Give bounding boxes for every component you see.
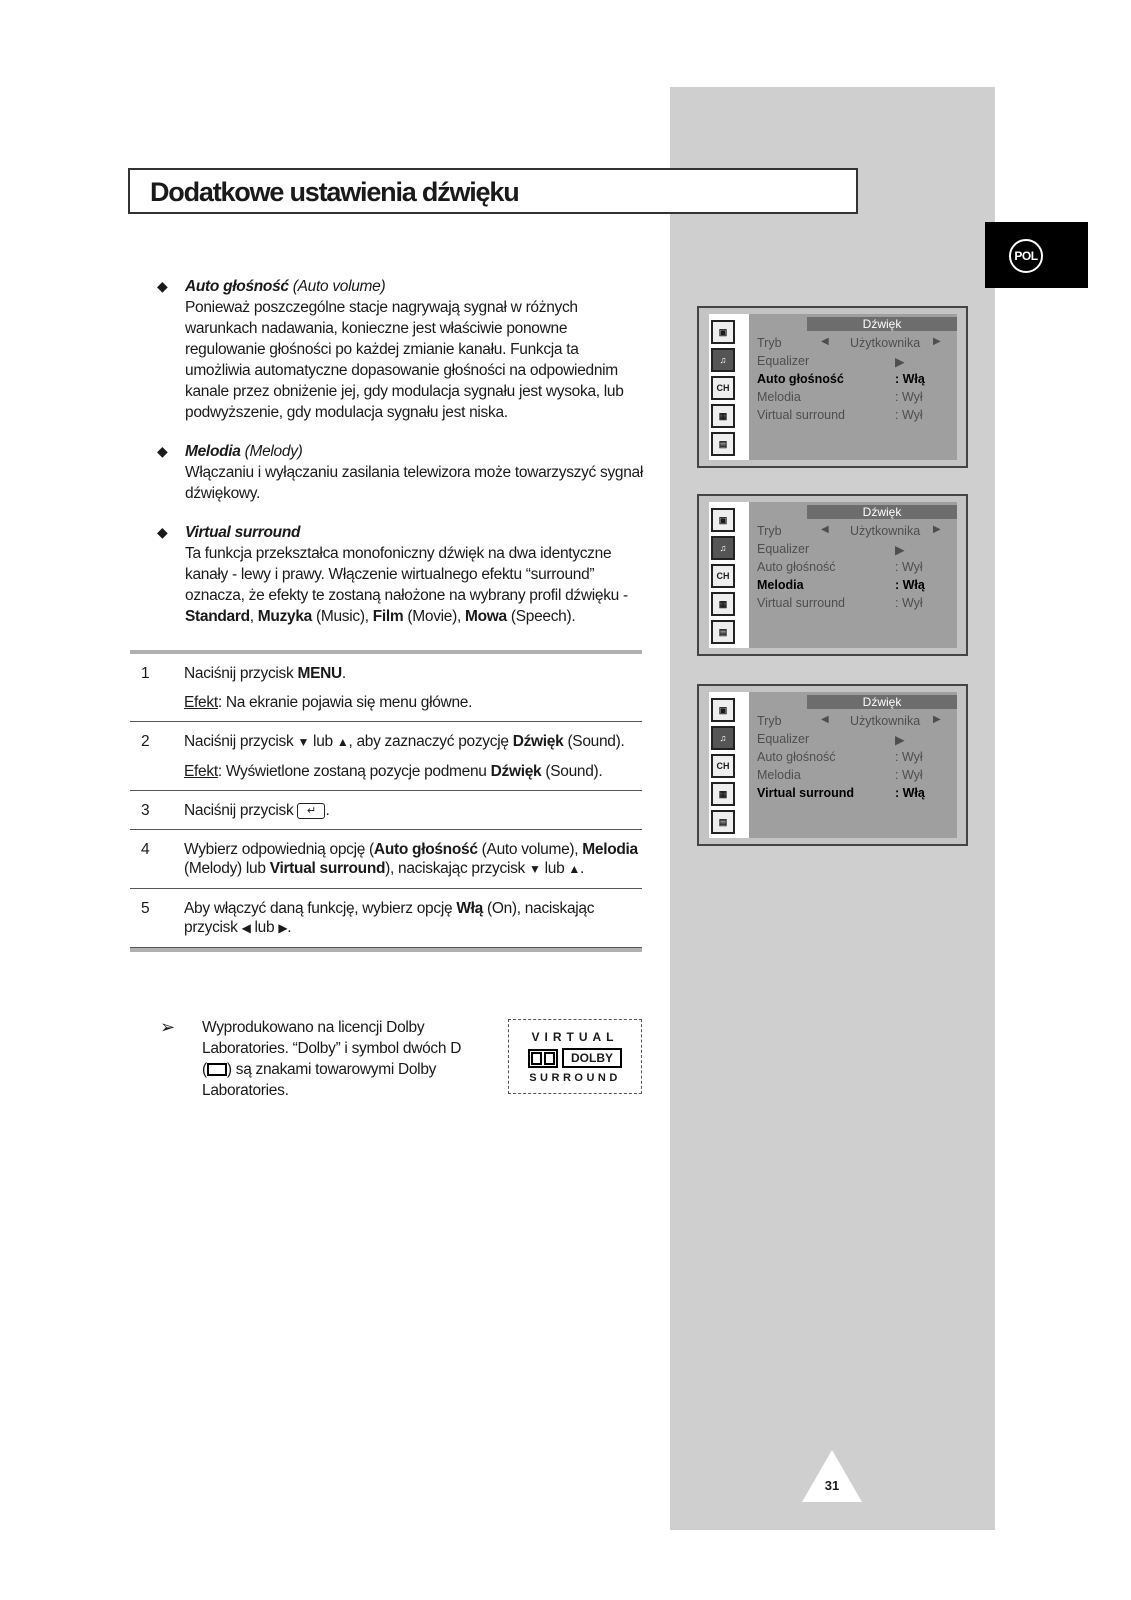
title-box — [128, 168, 858, 214]
osd-icon-column — [711, 320, 741, 460]
step-number: 2 — [141, 733, 150, 750]
osd-menu-panel: Dźwięk Tryb ◀ Użytkownika ▶ Equalizer ▶ Auto głośność : Włą Melodia : Wył Virtual surround : Wył — [749, 314, 957, 460]
step-number: 3 — [141, 802, 150, 819]
language-tab — [985, 222, 1088, 288]
channel-icon: CH — [711, 564, 735, 588]
left-arrow-icon: ◀ — [821, 336, 829, 347]
feature-name: Auto głośność — [185, 278, 289, 295]
left-arrow-icon: ◀ — [821, 714, 829, 725]
up-arrow-icon: ▲ — [568, 862, 580, 876]
feature-item-auto-volume — [157, 276, 647, 423]
step-3: 3 Naciśnij przycisk ↵ . — [130, 791, 642, 830]
feature-alt: (Melody) — [244, 443, 303, 460]
left-arrow-icon: ◀ — [241, 921, 251, 935]
sound-icon: ♫ — [711, 348, 735, 372]
diamond-bullet-icon: ◆ — [157, 524, 168, 540]
channel-icon: CH — [711, 376, 735, 400]
right-arrow-icon: ▶ — [933, 714, 941, 725]
feature-text: Ta funkcja przekształca monofoniczny dźwięk na dwa identyczne kanały - lewy i prawy. Włączenie wirtualnego efektu “surround” oznacza, że efekty te zostaną nałożone na wybrany profil dźwięku - Standard, Muzyka (Music), Film (Movie), Mowa (Speech). — [185, 545, 628, 625]
note-arrow-icon: ➢ — [160, 1017, 175, 1037]
page-number-triangle — [802, 1450, 862, 1502]
right-arrow-icon: ▶ — [933, 524, 941, 535]
language-tab-label: POL — [1009, 239, 1043, 273]
feature-item-virtual-surround — [157, 522, 647, 627]
feature-text: Włączaniu i wyłączaniu zasilania telewizora może towarzyszyć sygnał dźwiękowy. — [185, 464, 644, 502]
feature-item-melody — [157, 441, 647, 504]
feature-name: Melodia — [185, 443, 241, 460]
osd-menu-panel: Dźwięk Tryb ◀ Użytkownika ▶ Equalizer ▶ Auto głośność : Wył Melodia : Włą Virtual surround : Wył — [749, 502, 957, 648]
sound-icon: ♫ — [711, 726, 735, 750]
step-4: 4 Wybierz odpowiednią opcję (Auto głośność (Auto volume), Melodia (Melody) lub Virtual surround), naciskając przycisk ▼ lub ▲. — [130, 830, 642, 889]
page-title: Dodatkowe ustawienia dźwięku — [150, 177, 519, 207]
up-arrow-icon: ▲ — [336, 735, 349, 749]
input-icon: ▤ — [711, 810, 735, 834]
channel-icon: CH — [711, 754, 735, 778]
left-arrow-icon: ◀ — [821, 524, 829, 535]
osd-menu-header: Dźwięk — [807, 505, 957, 519]
osd-menu-header: Dźwięk — [807, 695, 957, 709]
step-number: 1 — [141, 665, 150, 682]
right-arrow-icon: ▶ — [278, 921, 288, 935]
steps-list — [130, 650, 642, 952]
enter-key-icon: ↵ — [297, 803, 325, 819]
osd-menu-screen — [697, 684, 968, 846]
divider — [130, 948, 642, 952]
page-number: 31 — [824, 1478, 840, 1493]
osd-icon-column — [711, 508, 741, 648]
tv-picture-icon: ▣ — [711, 698, 735, 722]
diamond-bullet-icon: ◆ — [157, 278, 168, 294]
step-number: 4 — [141, 841, 150, 858]
setup-icon: ▦ — [711, 404, 735, 428]
input-icon: ▤ — [711, 432, 735, 456]
osd-icon-column — [711, 698, 741, 838]
step-5: 5 Aby włączyć daną funkcję, wybierz opcję Włą (On), naciskając przycisk ◀ lub ▶. — [130, 889, 642, 948]
step-effect: Efekt: Na ekranie pojawia się menu główne. — [184, 694, 473, 711]
feature-alt: (Auto volume) — [292, 278, 386, 295]
step-effect: Efekt: Wyświetlone zostaną pozycje podmenu Dźwięk (Sound). — [184, 763, 603, 780]
diamond-bullet-icon: ◆ — [157, 443, 168, 459]
tv-picture-icon: ▣ — [711, 508, 735, 532]
right-arrow-icon: ▶ — [933, 336, 941, 347]
setup-icon: ▦ — [711, 592, 735, 616]
osd-menu-screen — [697, 306, 968, 468]
feature-descriptions — [157, 276, 647, 641]
tv-picture-icon: ▣ — [711, 320, 735, 344]
setup-icon: ▦ — [711, 782, 735, 806]
osd-menu-panel: Dźwięk Tryb ◀ Użytkownika ▶ Equalizer ▶ Auto głośność : Wył Melodia : Wył Virtual surround : Włą — [749, 692, 957, 838]
feature-name: Virtual surround — [185, 524, 301, 541]
feature-text: Ponieważ poszczególne stacje nagrywają sygnał w różnych warunkach nadawania, konieczne jest właściwie ponowne regulowanie głośności po każdej zmianie kanału. Funkcja ta umożliwia automatyczne dopasowanie głośności na odpowiednim kanale przez obniżenie jej, gdy modulacja sygnału jest wysoka, lub podwyższenie, gdy modulacja sygnału jest niska. — [185, 299, 624, 421]
step-2: 2 Naciśnij przycisk ▼ lub ▲, aby zaznaczyć pozycję Dźwięk (Sound). Efekt: Wyświetlone zostaną pozycje podmenu Dźwięk (Sound). — [130, 722, 642, 791]
osd-menu-header: Dźwięk — [807, 317, 957, 331]
down-arrow-icon: ▼ — [529, 862, 541, 876]
osd-menu-screen — [697, 494, 968, 656]
step-1: 1 Naciśnij przycisk MENU. Efekt: Na ekranie pojawia się menu główne. — [130, 654, 642, 722]
sound-icon: ♫ — [711, 536, 735, 560]
down-arrow-icon: ▼ — [297, 735, 310, 749]
double-d-icon — [528, 1049, 558, 1068]
step-number: 5 — [141, 900, 150, 917]
double-d-icon — [207, 1063, 227, 1076]
dolby-virtual-surround-logo: VIRTUAL DOLBY SURROUND — [508, 1019, 642, 1094]
input-icon: ▤ — [711, 620, 735, 644]
